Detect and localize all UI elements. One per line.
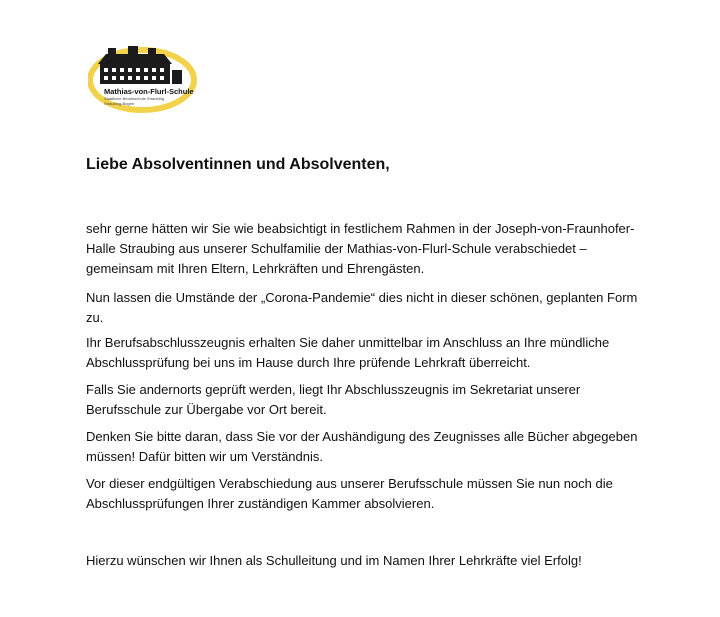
paragraph-chamber-exams: Vor dieser endgültigen Verabschiedung aus unserer Berufsschule müssen Sie nun noch die Abschlussprüfungen Ihrer zuständigen Kammer absolvieren.	[86, 476, 613, 511]
logo-emblem-icon	[88, 42, 200, 118]
logo-subtitle-2: Straubing-Bogen	[104, 101, 135, 106]
paragraph-certificate: Ihr Berufsabschlusszeugnis erhalten Sie daher unmittelbar im Anschluss an Ihre mündliche Abschlussprüfung bei uns im Hause durch Ihre prüfende Lehrkraft überreicht.	[86, 335, 610, 370]
paragraph-secretariat: Falls Sie andernorts geprüft werden, liegt Ihr Abschlusszeugnis im Sekretariat unserer Berufsschule zur Übergabe vor Ort bereit.	[86, 382, 581, 417]
paragraph-books: Denken Sie bitte daran, dass Sie vor der Aushändigung des Zeugnisses alle Bücher abgegeben müssen! Dafür bitten wir um Verständnis.	[86, 429, 638, 464]
logo-school-name: Mathias-von-Flurl-Schule	[104, 87, 194, 96]
logo-subtitle-1: Staatliche Berufsschule Straubing	[104, 96, 165, 101]
school-logo	[88, 42, 200, 118]
letter-salutation: Liebe Absolventinnen und Absolventen,	[86, 156, 390, 173]
paragraph-ceremony: sehr gerne hätten wir Sie wie beabsichtigt in festlichem Rahmen in der Joseph-von-Fraunhofer-Halle Straubing aus unserer Schulfamilie der Mathias-von-Flurl-Schule verabschiedet – gemeinsam mit Ihren Eltern, Lehrkräften und Ehrengästen.	[86, 221, 635, 276]
paragraph-closing: Hierzu wünschen wir Ihnen als Schulleitung und im Namen Ihrer Lehrkräfte viel Erfolg!	[86, 553, 582, 568]
paragraph-pandemic: Nun lassen die Umstände der „Corona-Pandemie“ dies nicht in dieser schönen, geplanten Form zu.	[86, 290, 638, 325]
logo-text	[104, 88, 194, 106]
